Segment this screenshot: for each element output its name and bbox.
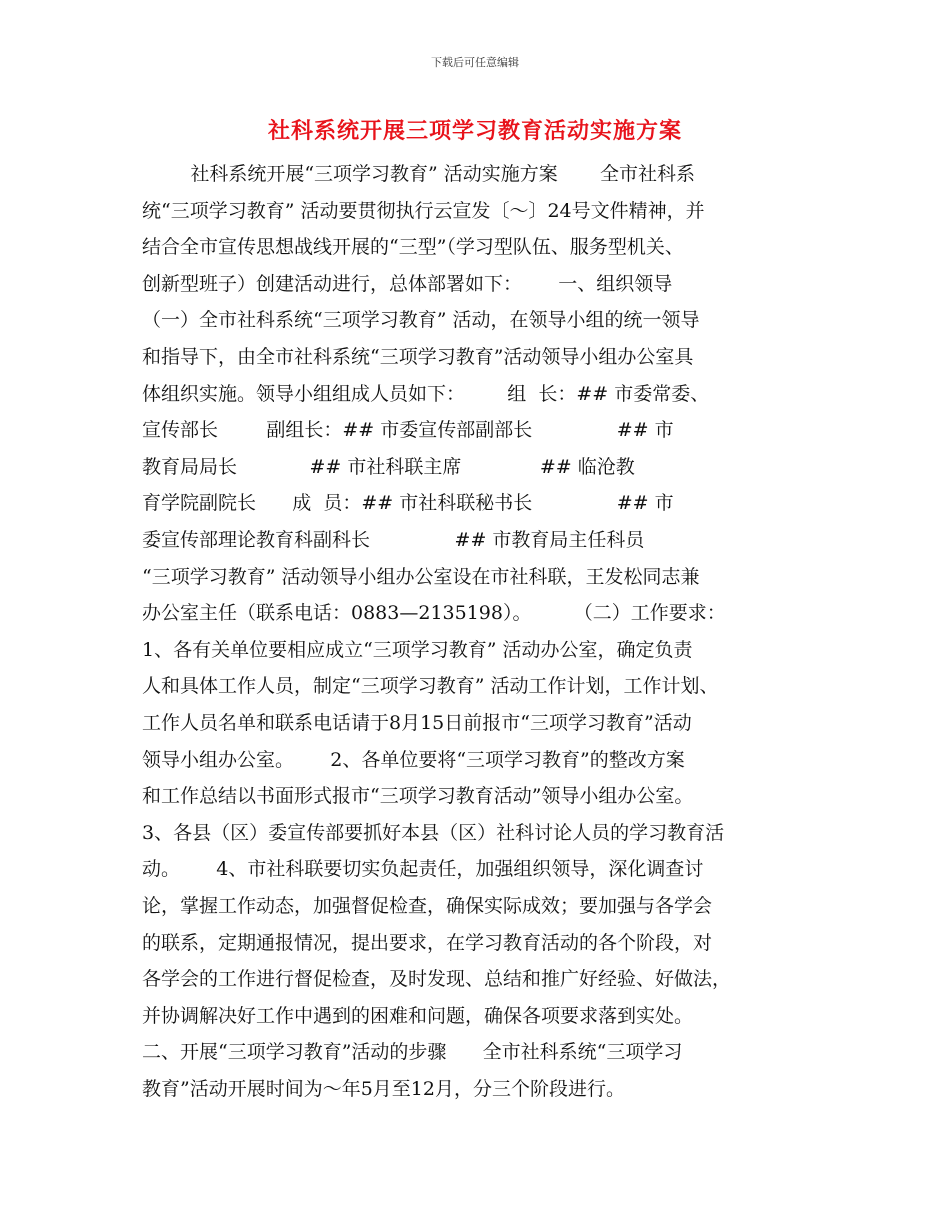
body-text-line: 宣传部长 副组长：## 市委宣传部副部长 ## 市: [142, 419, 674, 442]
body-text-line: 结合全市宣传思想战线开展的“三型”（学习型队伍、服务型机关、: [142, 236, 684, 259]
body-text-line: 1、各有关单位要相应成立“三项学习教育” 活动办公室，确定负责: [142, 638, 693, 661]
body-text-line: 社科系统开展“三项学习教育” 活动实施方案 全市社科系: [142, 163, 696, 185]
body-text-line: 二、开展“三项学习教育”活动的步骤 全市社科系统“三项学习: [142, 1041, 683, 1064]
body-text-line: 的联系，定期通报情况，提出要求，在学习教育活动的各个阶段，对: [142, 931, 713, 954]
body-text-line: 人和具体工作人员，制定“三项学习教育” 活动工作计划，工作计划、: [142, 675, 719, 698]
body-text-line: 并协调解决好工作中遇到的困难和问题，确保各项要求落到实处。: [142, 1004, 694, 1027]
body-text-line: 3、各县（区）委宣传部要抓好本县（区）社科讨论人员的学习教育活: [142, 821, 725, 844]
document-title: 社科系统开展三项学习教育活动实施方案: [267, 118, 682, 144]
body-text-line: 工作人员名单和联系电话请于8月15日前报市“三项学习教育”活动: [142, 712, 692, 734]
body-text-line: 论，掌握工作动态，加强督促检查，确保实际成效；要加强与各学会: [142, 895, 713, 917]
body-text-line: 体组织实施。领导小组组成人员如下： 组 长：## 市委常委、: [142, 382, 710, 405]
body-text-line: 教育”活动开展时间为～年5月至12月，分三个阶段进行。: [142, 1078, 625, 1100]
body-text-line: 动。 4、市社科联要切实负起责任，加强组织领导，深化调查讨: [142, 858, 704, 881]
header-note: 下载后可任意编辑: [431, 56, 519, 69]
body-text-line: 教育局局长 ## 市社科联主席 ## 临沧教: [142, 455, 635, 478]
body-text-line: 和指导下，由全市社科系统“三项学习教育”活动领导小组办公室具: [142, 346, 694, 368]
body-text-line: 委宣传部理论教育科副科长 ## 市教育局主任科员: [142, 529, 645, 551]
body-text-line: 创新型班子）创建活动进行，总体部署如下： 一、组织领导: [142, 272, 673, 295]
body-text-line: （一）全市社科系统“三项学习教育” 活动，在领导小组的统一领导: [142, 309, 700, 332]
body-text-line: 育学院副院长 成 员：## 市社科联秘书长 ## 市: [142, 492, 674, 515]
body-text-line: “三项学习教育” 活动领导小组办公室设在市社科联，王发松同志兼: [142, 565, 700, 588]
body-text-line: 统“三项学习教育” 活动要贯彻执行云宣发〔～〕24号文件精神，并: [142, 199, 705, 222]
body-text-line: 和工作总结以书面形式报市“三项学习教育活动”领导小组办公室。: [142, 785, 694, 808]
body-text-line: 各学会的工作进行督促检查，及时发现、总结和推广好经验、好做法，: [142, 968, 732, 991]
body-text-line: 领导小组办公室。 2、各单位要将“三项学习教育”的整改方案: [142, 748, 685, 771]
body-text-line: 办公室主任（联系电话：0883—2135198）。 （二）工作要求：: [142, 602, 726, 625]
